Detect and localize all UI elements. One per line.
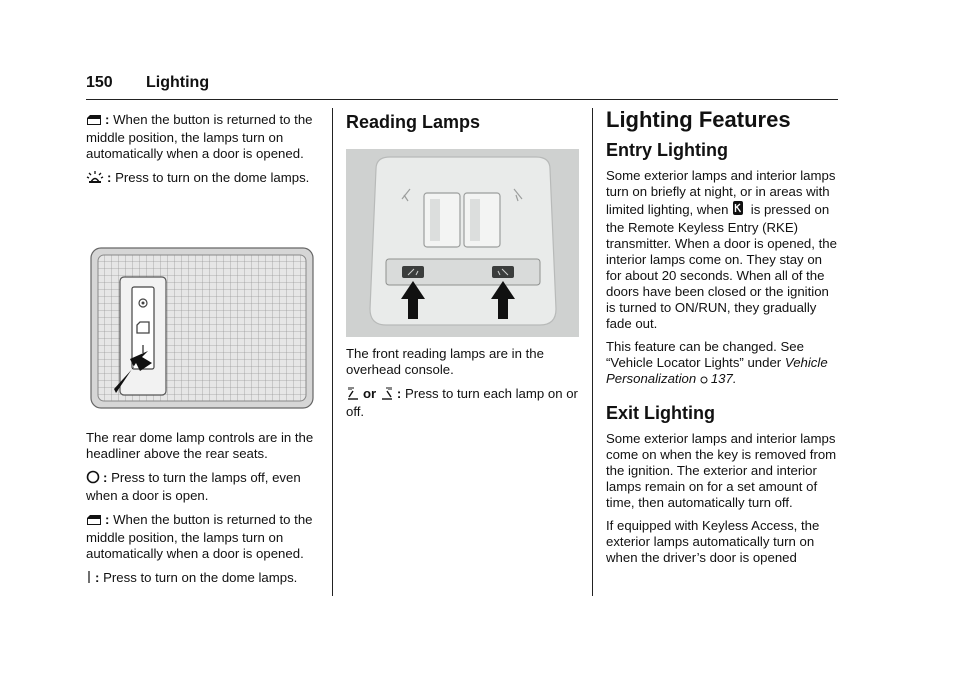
entry-lighting-heading: Entry Lighting	[606, 140, 728, 160]
dome-on-paragraph-2: : Press to turn on the dome lamps.	[86, 570, 322, 588]
rear-dome-lamp-figure	[90, 247, 314, 409]
lighting-features-heading: Lighting Features	[606, 107, 791, 132]
reading-lamps-heading: Reading Lamps	[346, 112, 481, 132]
reading-toggle-paragraph: or : Press to turn each lamp on or off.	[346, 386, 578, 419]
door-lamp-icon	[86, 514, 102, 530]
section-title: Lighting	[146, 74, 210, 91]
door-mode-paragraph-2: : When the button is returned to the middle position, the lamps turn on automatically when a door is opened.	[86, 512, 313, 561]
column-2	[346, 112, 580, 142]
page-header	[86, 72, 838, 100]
unlock-key-icon	[732, 200, 744, 220]
off-circle-icon	[86, 470, 100, 488]
exit-paragraph-2: If equipped with Keyless Access, the exterior lamps automatically turn on when the driver’s door is opened	[606, 518, 820, 565]
entry-paragraph-2: This feature can be changed. See “Vehicle Locator Lights” under Vehicle Personalization 137.	[606, 339, 840, 389]
vehicle-personalization-link[interactable]: Vehicle Personalization	[606, 355, 828, 386]
reading-lamps-figure	[346, 149, 579, 337]
rear-controls-paragraph: The rear dome lamp controls are in the headliner above the rear seats.	[86, 430, 314, 461]
door-lamp-icon	[86, 114, 102, 130]
column-divider	[592, 108, 593, 596]
off-paragraph: : Press to turn the lamps off, even when a door is open.	[86, 470, 301, 503]
column-divider	[332, 108, 333, 596]
front-reading-paragraph: The front reading lamps are in the overhead console.	[346, 346, 544, 377]
column-1	[86, 112, 322, 196]
dome-on-paragraph: : Press to turn on the dome lamps.	[86, 170, 322, 188]
exit-paragraph-1: Some exterior lamps and interior lamps come on when the key is removed from the ignition. The exterior and interior lamps remain on for a set amount of time, then automatically turn off.	[606, 431, 837, 510]
page-number: 150	[86, 74, 113, 91]
column-2-lower	[346, 346, 580, 428]
exit-lighting-heading: Exit Lighting	[606, 403, 715, 423]
column-3	[606, 107, 840, 573]
page-reference-icon	[700, 373, 708, 389]
right-reading-lamp-icon	[380, 386, 394, 404]
dome-bar-icon	[86, 570, 92, 588]
dome-lamp-icon	[86, 170, 104, 188]
left-reading-lamp-icon	[346, 386, 360, 404]
door-mode-paragraph: : When the button is returned to the middle position, the lamps turn on automatically when a door is opened.	[86, 112, 313, 161]
entry-paragraph-1: Some exterior lamps and interior lamps turn on briefly at night, or in areas with limited lighting, when is pressed on the Remote Keyless Entry (RKE) transmitter. When a door is opened, the interior lamps come on. They stay on for about 20 seconds. When all of the doors have been closed or the ignition is turned to ON/RUN, they gradually fade out.	[606, 168, 837, 331]
column-1-lower	[86, 430, 322, 596]
